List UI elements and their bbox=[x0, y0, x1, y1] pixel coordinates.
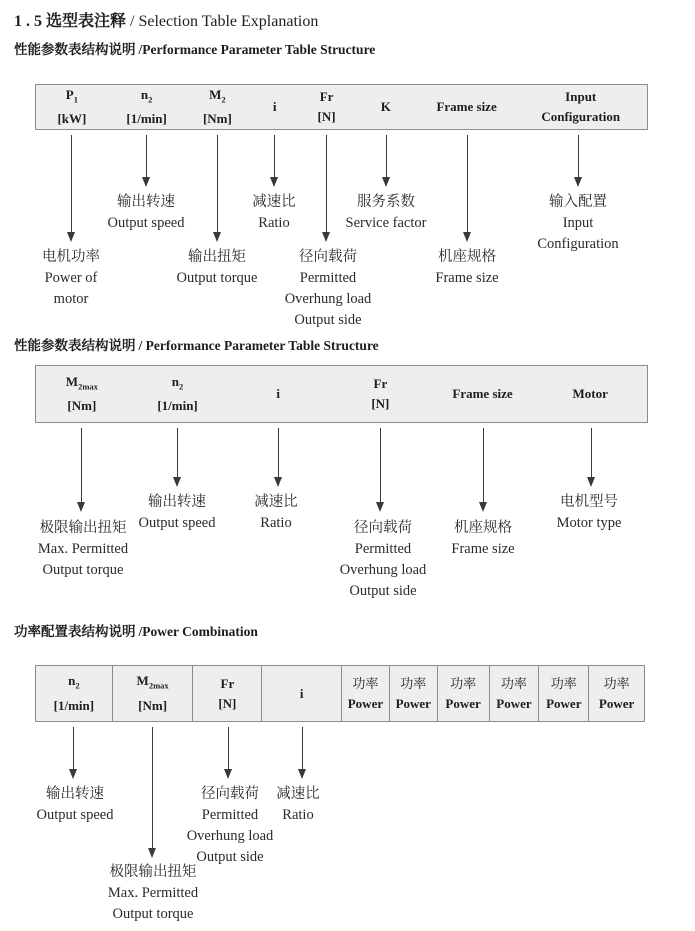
arrow-i bbox=[302, 727, 303, 769]
arrow-n2 bbox=[146, 135, 147, 177]
col-header-power-6: 功率 Power bbox=[598, 675, 635, 711]
section3-heading-zh: 功率配置表结构说明 bbox=[14, 624, 136, 639]
label-overhung-load: 径向载荷 Permitted Overhung load Output side bbox=[186, 786, 274, 865]
arrow-input-configuration bbox=[578, 135, 579, 177]
col-header-k: K bbox=[380, 99, 391, 114]
arrow-frame-size bbox=[467, 135, 468, 232]
arrow-n2 bbox=[73, 727, 74, 769]
label-output-torque: 输出扭矩 Output torque bbox=[176, 249, 258, 286]
col-header-n2: $n_2$ [1/min] bbox=[157, 373, 198, 414]
section3-heading bbox=[14, 620, 258, 640]
col-header-power-4: 功率 Power bbox=[490, 666, 540, 721]
col-header-frame-size: Frame size bbox=[452, 386, 513, 401]
arrow-fr bbox=[380, 428, 381, 502]
col-header-fr: Fr [N] bbox=[317, 89, 336, 124]
arrow-k bbox=[386, 135, 387, 177]
arrow-fr bbox=[228, 727, 229, 769]
section2-heading bbox=[14, 334, 379, 354]
label-ratio: 减速比 Ratio bbox=[252, 194, 296, 231]
label-overhung-load: 径向载荷 Permitted Overhung load Output side bbox=[339, 520, 427, 599]
col-header-power-3: 功率 Power bbox=[438, 666, 490, 721]
label-frame-size: 机座规格 Frame size bbox=[435, 249, 499, 286]
arrow-n2 bbox=[177, 428, 178, 477]
label-frame-size: 机座规格 Frame size bbox=[451, 520, 515, 557]
label-ratio: 减速比 Ratio bbox=[276, 786, 320, 823]
section2-heading-zh: 性能参数表结构说明 bbox=[14, 338, 136, 353]
col-header-power-5: 功率 Power bbox=[539, 666, 589, 721]
arrow-i bbox=[274, 135, 275, 177]
label-overhung-load: 径向载荷 Permitted Overhung load Output side bbox=[284, 249, 372, 328]
arrow-motor bbox=[591, 428, 592, 477]
col-header-motor: Motor bbox=[572, 386, 608, 401]
col-header-m2max: $M_{2max}$ [Nm] bbox=[113, 666, 194, 721]
col-header-i: i bbox=[262, 666, 342, 721]
col-header-m2max: $M_{2max}$ [Nm] bbox=[65, 373, 98, 414]
label-power-of-motor: 电机功率 Power of motor bbox=[42, 249, 100, 307]
table-power-combination bbox=[35, 665, 645, 722]
page-title bbox=[14, 8, 318, 31]
section1-heading-zh: 性能参数表结构说明 bbox=[14, 42, 136, 57]
table-performance-1 bbox=[35, 84, 648, 130]
arrow-frame-size bbox=[483, 428, 484, 502]
section1-heading-en: /Performance Parameter Table Structure bbox=[138, 42, 376, 57]
col-header-i: i bbox=[272, 99, 277, 114]
label-output-speed: 输出转速 Output speed bbox=[107, 194, 185, 231]
label-output-speed: 输出转速 Output speed bbox=[36, 786, 114, 823]
col-header-p1: $P_1$ [kW] bbox=[57, 86, 87, 127]
label-input-configuration: 输入配置 Input Configuration bbox=[537, 194, 619, 252]
table-performance-2 bbox=[35, 365, 648, 423]
page-title-en: / Selection Table Explanation bbox=[130, 13, 319, 30]
col-header-m2: $M_2$ [Nm] bbox=[202, 86, 232, 127]
col-header-n2: $n_2$ [1/min] bbox=[36, 666, 113, 721]
label-output-speed: 输出转速 Output speed bbox=[138, 494, 216, 531]
arrow-i bbox=[278, 428, 279, 477]
section1-heading bbox=[14, 38, 375, 58]
col-header-power-2: 功率 Power bbox=[390, 666, 438, 721]
col-header-i: i bbox=[276, 386, 281, 401]
label-max-output-torque: 极限输出扭矩 Max. Permitted Output torque bbox=[37, 520, 129, 578]
section3-heading-en: /Power Combination bbox=[138, 624, 258, 639]
arrow-m2max bbox=[81, 428, 82, 502]
col-header-frame-size: Frame size bbox=[436, 99, 497, 114]
arrow-m2max bbox=[152, 727, 153, 848]
label-ratio: 减速比 Ratio bbox=[254, 494, 298, 531]
label-motor-type: 电机型号 Motor type bbox=[556, 494, 622, 531]
col-header-n2: $n_2$ [1/min] bbox=[126, 86, 167, 127]
page-title-zh: 1 . 5 选型表注释 bbox=[14, 13, 127, 30]
label-service-factor: 服务系数 Service factor bbox=[345, 194, 427, 231]
col-header-fr: Fr [N] bbox=[193, 666, 262, 721]
section2-heading-en: / Performance Parameter Table Structure bbox=[138, 338, 379, 353]
col-header-power-1: 功率 Power bbox=[342, 666, 390, 721]
label-max-output-torque: 极限输出扭矩 Max. Permitted Output torque bbox=[107, 864, 199, 922]
col-header-fr: Fr [N] bbox=[371, 376, 390, 411]
col-header-input-configuration: Input Configuration bbox=[541, 89, 621, 124]
